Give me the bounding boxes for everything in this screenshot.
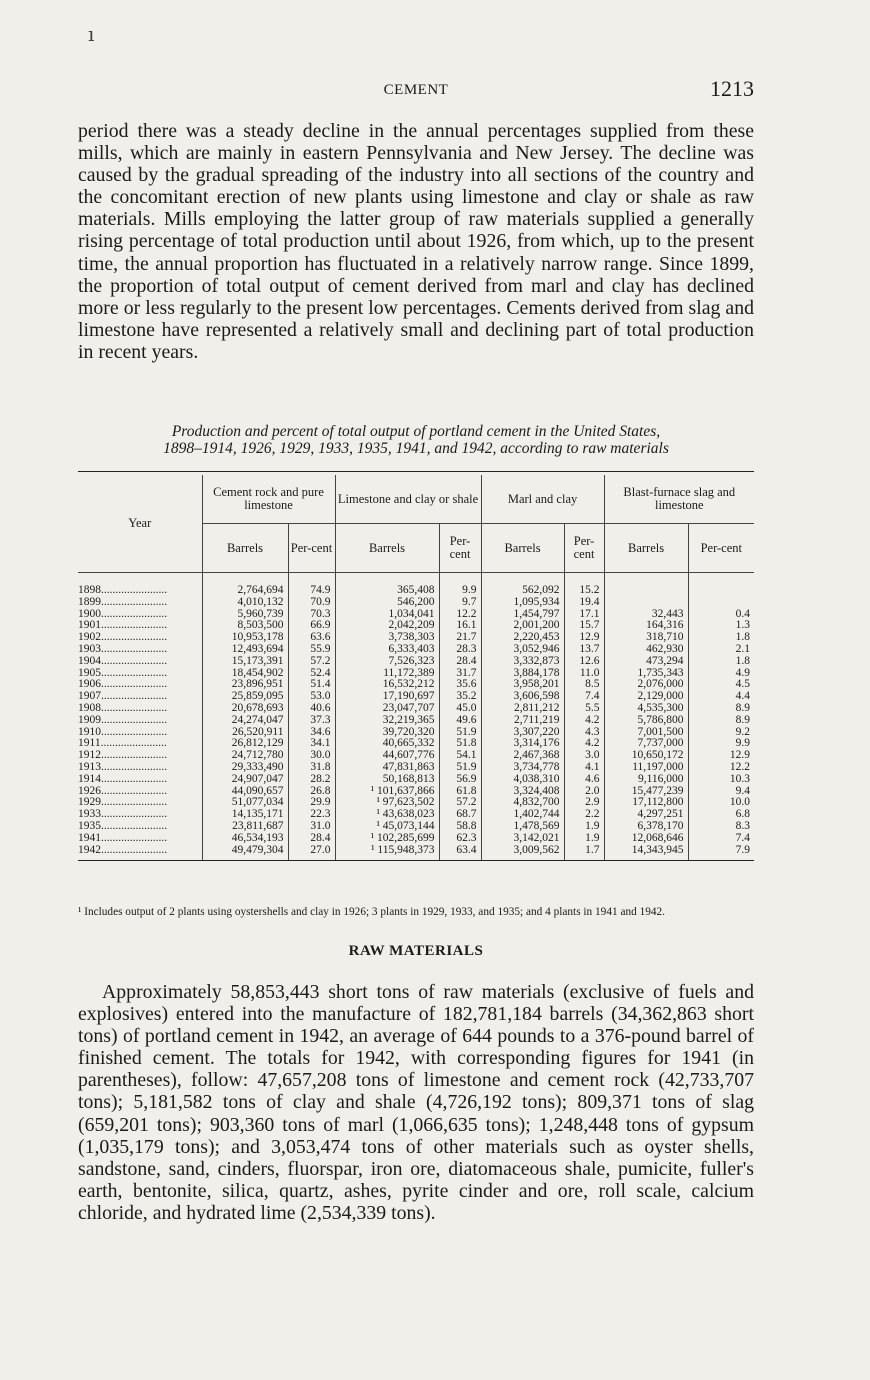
limestone-clay-percent: 35.2: [439, 691, 481, 703]
limestone-clay-percent: 12.2: [439, 609, 481, 621]
limestone-clay-percent: 63.4: [439, 845, 481, 861]
marl-clay-barrels: 2,811,212: [481, 703, 564, 715]
cement-rock-percent: 29.9: [288, 797, 335, 809]
cement-rock-barrels: 46,534,193: [202, 833, 288, 845]
marl-clay-barrels: 562,092: [481, 585, 564, 597]
blast-furnace-barrels: 7,001,500: [604, 727, 688, 739]
limestone-clay-barrels: 546,200: [335, 597, 439, 609]
table-body: [78, 573, 754, 861]
marl-clay-barrels: 3,332,873: [481, 656, 564, 668]
group-header-blast-furnace: Blast-furnace slag and limestone: [604, 475, 754, 524]
cement-rock-percent: 55.9: [288, 644, 335, 656]
cement-rock-percent: 34.1: [288, 738, 335, 750]
page-number: 1213: [710, 76, 754, 101]
blast-furnace-barrels: 473,294: [604, 656, 688, 668]
blast-furnace-barrels: 2,129,000: [604, 691, 688, 703]
percent-header: Per-cent: [564, 524, 604, 573]
blast-furnace-percent: 12.2: [729, 760, 751, 773]
limestone-clay-percent: 31.7: [439, 668, 481, 680]
cement-rock-barrels: 25,859,095: [202, 691, 288, 703]
blast-furnace-barrels: [604, 585, 688, 597]
limestone-clay-barrels: 6,333,403: [335, 644, 439, 656]
marl-clay-barrels: 3,314,176: [481, 738, 564, 750]
blast-furnace-barrels: 5,786,800: [604, 715, 688, 727]
cement-rock-percent: 27.0: [288, 845, 335, 861]
cement-rock-barrels: 18,454,902: [202, 668, 288, 680]
cement-rock-percent: 31.0: [288, 821, 335, 833]
limestone-clay-barrels: 17,190,697: [335, 691, 439, 703]
limestone-clay-barrels: 1,034,041: [335, 609, 439, 621]
limestone-clay-percent: 9.9: [439, 585, 481, 597]
cement-rock-barrels: 26,520,911: [202, 727, 288, 739]
cement-rock-percent: 57.2: [288, 656, 335, 668]
cement-rock-barrels: 2,764,694: [202, 585, 288, 597]
blast-furnace-percent: 12.9: [729, 749, 751, 762]
caption-line-1: Production and percent of total output of portland cement in the United States,: [171, 423, 661, 440]
limestone-clay-percent: 62.3: [439, 833, 481, 845]
cement-rock-barrels: 5,960,739: [202, 609, 288, 621]
table-row: [78, 821, 754, 833]
group-header-cement-rock: Cement rock and pure limestone: [202, 475, 335, 524]
limestone-clay-percent: 57.2: [439, 797, 481, 809]
limestone-clay-barrels: 23,047,707: [335, 703, 439, 715]
limestone-clay-percent: 21.7: [439, 632, 481, 644]
marl-clay-percent: 13.7: [564, 644, 604, 656]
marl-clay-percent: 19.4: [564, 597, 604, 609]
blast-furnace-percent: 8.9: [735, 701, 751, 714]
marl-clay-barrels: 1,454,797: [481, 609, 564, 621]
blast-furnace-barrels: 6,378,170: [604, 821, 688, 833]
cement-rock-percent: 22.3: [288, 809, 335, 821]
marl-clay-barrels: 1,402,744: [481, 809, 564, 821]
limestone-clay-percent: 51.9: [439, 762, 481, 774]
year-cell: 1899.......................: [78, 597, 202, 609]
blast-furnace-barrels: 164,316: [604, 620, 688, 632]
blast-furnace-percent: 4.9: [735, 666, 751, 679]
marl-clay-barrels: 3,324,408: [481, 786, 564, 798]
blast-furnace-barrels: 4,535,300: [604, 703, 688, 715]
year-cell: 1910.......................: [78, 727, 202, 739]
cement-rock-percent: 70.3: [288, 609, 335, 621]
percent-header: Per-cent: [288, 524, 335, 573]
running-title: CEMENT: [383, 82, 449, 98]
limestone-clay-barrels: 39,720,320: [335, 727, 439, 739]
limestone-clay-barrels: 7,526,323: [335, 656, 439, 668]
group-header-marl-clay: Marl and clay: [481, 475, 604, 524]
blast-furnace-percent: [688, 597, 754, 609]
table-caption: [78, 423, 754, 457]
cement-rock-percent: 30.0: [288, 750, 335, 762]
table-footnote: ¹ Includes output of 2 plants using oystershells and clay in 1926; 3 plants in 1929, 1933, and 1935; and 4 plants in 1941 and 1942.: [78, 906, 665, 918]
percent-header: Per-cent: [688, 524, 754, 573]
limestone-clay-barrels: ¹ 45,073,144: [335, 821, 439, 833]
year-cell: 1909.......................: [78, 715, 202, 727]
year-cell: 1941.......................: [78, 833, 202, 845]
blast-furnace-percent: 4.5: [735, 678, 751, 691]
limestone-clay-barrels: 40,665,332: [335, 738, 439, 750]
marl-clay-percent: 2.0: [564, 786, 604, 798]
marl-clay-barrels: 3,606,598: [481, 691, 564, 703]
marl-clay-barrels: 2,711,219: [481, 715, 564, 727]
barrels-header: Barrels: [604, 524, 688, 573]
cement-rock-barrels: 8,503,500: [202, 620, 288, 632]
limestone-clay-percent: 28.3: [439, 644, 481, 656]
limestone-clay-barrels: 50,168,813: [335, 774, 439, 786]
blast-furnace-barrels: [604, 597, 688, 609]
table-row: [78, 774, 754, 786]
blast-furnace-percent: 9.2: [735, 725, 751, 738]
percent-header: Per-cent: [439, 524, 481, 573]
limestone-clay-percent: 51.8: [439, 738, 481, 750]
blast-furnace-barrels: 318,710: [604, 632, 688, 644]
caption-line-2: 1898–1914, 1926, 1929, 1933, 1935, 1941, and 1942, according to raw materials: [163, 440, 669, 457]
marl-clay-percent: 5.5: [564, 703, 604, 715]
marl-clay-barrels: 4,038,310: [481, 774, 564, 786]
limestone-clay-barrels: 11,172,389: [335, 668, 439, 680]
table-row: [78, 845, 754, 861]
limestone-clay-percent: 45.0: [439, 703, 481, 715]
barrels-header: Barrels: [335, 524, 439, 573]
raw-materials-paragraph: Approximately 58,853,443 short tons of raw materials (exclusive of fuels and explosives) entered into the manufacture of 182,781,184 barrels (34,362,863 short tons) of portland cement in 1942, an average of 644 pounds to a 376-pound barrel of finished cement. The totals for 1942, with corresponding figures for 1941 (in parentheses), follow: 47,657,208 tons of limestone and cement rock (42,733,707 tons); 5,181,582 tons of clay and shale (4,726,192 tons); 809,371 tons of slag (659,201 tons); 903,360 tons of marl (1,066,635 tons); 1,248,448 tons of gypsum (1,035,179 tons); and 3,053,474 tons of other materials such as oyster shells, sandstone, sand, cinders, fluorspar, iron ore, diatomaceous shale, pumicite, fuller's earth, bentonite, silica, quartz, ashes, pyrite cinder and ore, roll scale, calcium chloride, and hydrated lime (2,534,339 tons).: [78, 981, 754, 1224]
table-row: [78, 597, 754, 609]
marl-clay-percent: 4.1: [564, 762, 604, 774]
marl-clay-percent: 4.2: [564, 715, 604, 727]
marl-clay-percent: 15.2: [564, 585, 604, 597]
limestone-clay-barrels: ¹ 102,285,699: [335, 833, 439, 845]
blast-furnace-percent: [688, 585, 754, 597]
marl-clay-barrels: 3,734,778: [481, 762, 564, 774]
table-row: [78, 656, 754, 668]
blast-furnace-percent: 0.4: [735, 607, 751, 620]
blast-furnace-barrels: 11,197,000: [604, 762, 688, 774]
table-row: [78, 644, 754, 656]
marl-clay-barrels: 2,467,368: [481, 750, 564, 762]
year-cell: 1908.......................: [78, 703, 202, 715]
blast-furnace-barrels: 12,068,646: [604, 833, 688, 845]
group-header-limestone-clay: Limestone and clay or shale: [335, 475, 481, 524]
limestone-clay-barrels: 2,042,209: [335, 620, 439, 632]
cement-rock-barrels: 10,953,178: [202, 632, 288, 644]
limestone-clay-barrels: ¹ 101,637,866: [335, 786, 439, 798]
cement-rock-percent: 34.6: [288, 727, 335, 739]
year-cell: 1906.......................: [78, 679, 202, 691]
limestone-clay-percent: 51.9: [439, 727, 481, 739]
blast-furnace-percent: 8.3: [735, 819, 751, 832]
cement-rock-percent: 40.6: [288, 703, 335, 715]
cement-rock-barrels: 14,135,171: [202, 809, 288, 821]
blast-furnace-barrels: 462,930: [604, 644, 688, 656]
marl-clay-percent: 4.2: [564, 738, 604, 750]
blast-furnace-barrels: 1,735,343: [604, 668, 688, 680]
limestone-clay-barrels: 365,408: [335, 585, 439, 597]
section-title: RAW MATERIALS: [348, 943, 484, 959]
year-cell: 1905.......................: [78, 668, 202, 680]
year-cell: 1933.......................: [78, 809, 202, 821]
limestone-clay-barrels: ¹ 115,948,373: [335, 845, 439, 861]
cement-rock-barrels: 15,173,391: [202, 656, 288, 668]
barrels-header: Barrels: [202, 524, 288, 573]
limestone-clay-percent: 49.6: [439, 715, 481, 727]
cement-rock-barrels: 51,077,034: [202, 797, 288, 809]
marl-clay-percent: 12.6: [564, 656, 604, 668]
blast-furnace-percent: 8.9: [735, 713, 751, 726]
blast-furnace-percent: 1.8: [735, 654, 751, 667]
marl-clay-percent: 1.9: [564, 833, 604, 845]
marl-clay-percent: 4.3: [564, 727, 604, 739]
year-cell: 1914.......................: [78, 774, 202, 786]
blast-furnace-percent: 9.4: [735, 784, 751, 797]
year-cell: 1901.......................: [78, 620, 202, 632]
marl-clay-percent: 1.9: [564, 821, 604, 833]
blast-furnace-barrels: 32,443: [604, 609, 688, 621]
stray-mark: ı: [88, 22, 95, 46]
cement-rock-percent: 28.2: [288, 774, 335, 786]
marl-clay-barrels: 3,958,201: [481, 679, 564, 691]
limestone-clay-percent: 16.1: [439, 620, 481, 632]
cement-rock-percent: 31.8: [288, 762, 335, 774]
limestone-clay-percent: 61.8: [439, 786, 481, 798]
marl-clay-barrels: 3,052,946: [481, 644, 564, 656]
cement-rock-percent: 66.9: [288, 620, 335, 632]
year-cell: 1935.......................: [78, 821, 202, 833]
limestone-clay-percent: 35.6: [439, 679, 481, 691]
table-top-rule: [78, 471, 754, 472]
limestone-clay-percent: 56.9: [439, 774, 481, 786]
marl-clay-barrels: 4,832,700: [481, 797, 564, 809]
blast-furnace-percent: 10.0: [729, 796, 751, 809]
marl-clay-percent: 2.9: [564, 797, 604, 809]
limestone-clay-percent: 68.7: [439, 809, 481, 821]
barrels-header: Barrels: [481, 524, 564, 573]
year-cell: 1903.......................: [78, 644, 202, 656]
limestone-clay-percent: 54.1: [439, 750, 481, 762]
cement-rock-percent: 51.4: [288, 679, 335, 691]
marl-clay-percent: 3.0: [564, 750, 604, 762]
marl-clay-percent: 17.1: [564, 609, 604, 621]
marl-clay-barrels: 3,009,562: [481, 845, 564, 861]
year-cell: 1898.......................: [78, 585, 202, 597]
marl-clay-barrels: 2,220,453: [481, 632, 564, 644]
year-cell: 1907.......................: [78, 691, 202, 703]
cement-rock-barrels: 23,896,951: [202, 679, 288, 691]
year-cell: 1942.......................: [78, 845, 202, 861]
limestone-clay-barrels: 47,831,863: [335, 762, 439, 774]
cement-rock-percent: 28.4: [288, 833, 335, 845]
year-cell: 1912.......................: [78, 750, 202, 762]
cement-rock-barrels: 29,333,490: [202, 762, 288, 774]
cement-rock-barrels: 49,479,304: [202, 845, 288, 861]
cement-rock-percent: 63.6: [288, 632, 335, 644]
marl-clay-percent: 8.5: [564, 679, 604, 691]
year-cell: 1913.......................: [78, 762, 202, 774]
marl-clay-barrels: 1,478,569: [481, 821, 564, 833]
blast-furnace-percent: 9.9: [735, 737, 751, 750]
marl-clay-percent: 15.7: [564, 620, 604, 632]
blast-furnace-percent: 1.3: [735, 619, 751, 632]
cement-rock-barrels: 26,812,129: [202, 738, 288, 750]
marl-clay-percent: 12.9: [564, 632, 604, 644]
cement-rock-percent: 37.3: [288, 715, 335, 727]
marl-clay-percent: 7.4: [564, 691, 604, 703]
cement-rock-percent: 74.9: [288, 585, 335, 597]
blast-furnace-percent: 2.1: [735, 642, 751, 655]
blast-furnace-percent: 1.8: [735, 631, 751, 644]
cement-rock-barrels: 24,907,047: [202, 774, 288, 786]
production-table: [78, 475, 754, 861]
limestone-clay-barrels: 32,219,365: [335, 715, 439, 727]
limestone-clay-percent: 9.7: [439, 597, 481, 609]
cement-rock-barrels: 4,010,132: [202, 597, 288, 609]
blast-furnace-percent: 6.8: [735, 808, 751, 821]
table-row: [78, 833, 754, 845]
blast-furnace-percent: 10.3: [729, 772, 751, 785]
blast-furnace-barrels: 4,297,251: [604, 809, 688, 821]
year-cell: 1900.......................: [78, 609, 202, 621]
blast-furnace-barrels: 10,650,172: [604, 750, 688, 762]
marl-clay-barrels: 3,307,220: [481, 727, 564, 739]
cement-rock-barrels: 44,090,657: [202, 786, 288, 798]
cement-rock-percent: 52.4: [288, 668, 335, 680]
year-cell: 1911.......................: [78, 738, 202, 750]
blast-furnace-percent: 7.4: [735, 831, 751, 844]
marl-clay-barrels: 3,142,021: [481, 833, 564, 845]
year-cell: 1904.......................: [78, 656, 202, 668]
limestone-clay-barrels: ¹ 97,623,502: [335, 797, 439, 809]
marl-clay-percent: 11.0: [564, 668, 604, 680]
table-row: [78, 703, 754, 715]
year-header: Year: [78, 475, 202, 573]
marl-clay-percent: 2.2: [564, 809, 604, 821]
cement-rock-barrels: 12,493,694: [202, 644, 288, 656]
year-cell: 1929.......................: [78, 797, 202, 809]
year-cell: 1902.......................: [78, 632, 202, 644]
marl-clay-barrels: 1,095,934: [481, 597, 564, 609]
table-row: [78, 715, 754, 727]
limestone-clay-barrels: 3,738,303: [335, 632, 439, 644]
table-row: [78, 762, 754, 774]
intro-paragraph: period there was a steady decline in the annual percentages supplied from these mills, which are mainly in eastern Pennsylvania and New Jersey. The decline was caused by the gradual spreading of the industry into all sections of the country and the concomitant erection of new plants using limestone and clay or shale as raw materials. Mills employing the latter group of raw materials supplied a generally rising percentage of total production until about 1926, from which, up to the present time, the annual proportion has fluctuated in a relatively narrow range. Since 1899, the proportion of total output of cement derived from marl and clay has declined more or less regularly to the present low percentages. Cements derived from slag and limestone have represented a relatively small and declining part of total production in recent years.: [78, 120, 754, 363]
blast-furnace-barrels: 9,116,000: [604, 774, 688, 786]
page-header: [78, 76, 754, 104]
marl-clay-percent: 4.6: [564, 774, 604, 786]
marl-clay-barrels: 2,001,200: [481, 620, 564, 632]
year-cell: 1926.......................: [78, 786, 202, 798]
limestone-clay-percent: 58.8: [439, 821, 481, 833]
cement-rock-barrels: 20,678,693: [202, 703, 288, 715]
marl-clay-barrels: 3,884,178: [481, 668, 564, 680]
cement-rock-percent: 70.9: [288, 597, 335, 609]
blast-furnace-percent: 7.9: [688, 845, 754, 861]
blast-furnace-barrels: 15,477,239: [604, 786, 688, 798]
limestone-clay-barrels: ¹ 43,638,023: [335, 809, 439, 821]
blast-furnace-percent: 4.4: [735, 690, 751, 703]
cement-rock-barrels: 24,712,780: [202, 750, 288, 762]
cement-rock-barrels: 24,274,047: [202, 715, 288, 727]
limestone-clay-barrels: 16,532,212: [335, 679, 439, 691]
cement-rock-percent: 26.8: [288, 786, 335, 798]
marl-clay-percent: 1.7: [564, 845, 604, 861]
limestone-clay-percent: 28.4: [439, 656, 481, 668]
blast-furnace-barrels: 2,076,000: [604, 679, 688, 691]
limestone-clay-barrels: 44,607,776: [335, 750, 439, 762]
blast-furnace-barrels: 7,737,000: [604, 738, 688, 750]
blast-furnace-barrels: 14,343,945: [604, 845, 688, 861]
cement-rock-barrels: 23,811,687: [202, 821, 288, 833]
blast-furnace-barrels: 17,112,800: [604, 797, 688, 809]
cement-rock-percent: 53.0: [288, 691, 335, 703]
